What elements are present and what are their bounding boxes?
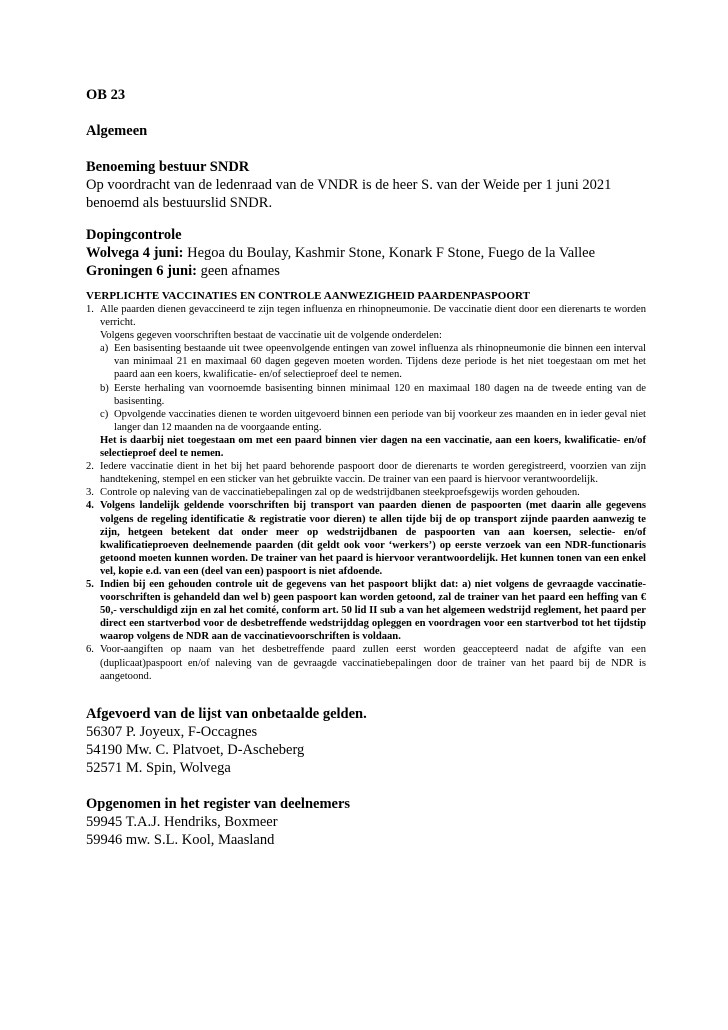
- sub-item: [100, 342, 646, 381]
- item-text: Alle paarden dienen gevaccineerd te zijn tegen influenza en rhinopneumonie. De vaccinatie dient door een dierenarts te worden verricht.: [100, 304, 646, 329]
- item-text: Volgens landelijk geldende voorschriften bij transport van paarden dienen de paspoorten (met daarin alle gegevens volgens de regeling identificatie & registratie voor dieren) te allen tijde bij de op transport zijnde paarden aanwezig te zijn, hetgeen betekent dat onder meer op wedstrijdbanen de paspoorten van aan koersen, selectie- en/of kwalificatieproeven deelnemende paarden (dit geldt ook voor ‘werkers’) op eerste verzoek van een NDR-functionaris getoond moeten kunnen worden. De trainer van het paard is hiervoor verantwoordelijk. Het kunnen tonen van een enkel vel, kopie e.d. van een (deel van een) paspoort is niet afdoende.: [100, 500, 646, 577]
- sub-item-letter: a): [100, 343, 109, 355]
- sub-item-letter: b): [100, 382, 109, 394]
- document-page: [86, 86, 646, 849]
- register-heading: Opgenomen in het register van deelnemers: [86, 795, 351, 812]
- sub-item-text: Een basisenting bestaande uit twee opeenvolgende entingen van zowel influenza als rhinopneumonie die binnen een interval van minimaal 21 en maximaal 60 dagen gegeven moeten worden. Tijdens deze periode is het niet toegestaan om met het paard aan een koers, kwalificatie- en/of selectieproef deel te nemen.: [114, 343, 646, 381]
- vaccination-title: VERPLICHTE VACCINATIES EN CONTROLE AANWEZIGHEID PAARDENPASPOORT: [86, 290, 530, 302]
- doping-row: [86, 262, 646, 280]
- item-text: Voor-aangiften op naam van het desbetreffende paard zullen eerst worden geaccepteerd nadat de afgifte van een (duplicaat)paspoort en/of naleving van de gevraagde vaccinatiebepalingen door de trainer van het paard bij de NDR is aangetoond.: [100, 644, 646, 682]
- item-number: 3.: [86, 487, 94, 499]
- sub-item: [100, 408, 646, 434]
- document-code: OB 23: [86, 87, 126, 103]
- item-text: Controle op naleving van de vaccinatiebepalingen zal op de wedstrijdbanen steekproefsgewijs worden gehouden.: [100, 487, 580, 499]
- section-heading: Algemeen: [86, 123, 148, 139]
- doping-horses: geen afnames: [196, 263, 280, 279]
- doping-location: Wolvega 4 juni:: [86, 245, 184, 261]
- item-text: Indien bij een gehouden controle uit de gegevens van het paspoort blijkt dat: a) niet volgens de gevraagde vaccinatie-voorschriften is gehandeld dan wel b) geen paspoort kan worden getoond, zal de trainer van het paard een heffing van € 50,- verschuldigd zijn en zal het comité, conform art. 50 lid II sub a van het algemeen wedstrijd reglement, het paard per direct een startverbod voor de desbetreffende wedstrijddag opleggen en voordragen voor een startverbod tot het tijdstip waarop volgens de NDR aan de vaccinatievoorschriften is voldaan.: [100, 578, 646, 643]
- doping-heading: Dopingcontrole: [86, 227, 182, 243]
- list-item: [86, 578, 646, 643]
- vaccination-section: [86, 290, 646, 683]
- sub-item-letter: c): [100, 408, 109, 420]
- item-number: 4.: [86, 500, 94, 512]
- item-number: 1.: [86, 304, 94, 315]
- sub-item: [100, 382, 646, 408]
- list-item: [86, 499, 646, 578]
- appointment-heading: Benoeming bestuur SNDR: [86, 159, 250, 175]
- item-intro: Volgens gegeven voorschriften bestaat de vaccinatie uit de volgende onderdelen:: [100, 330, 442, 342]
- list-item: [86, 460, 646, 486]
- register-row: 59946 mw. S.L. Kool, Maasland: [86, 831, 275, 848]
- item-number: 2.: [86, 461, 94, 473]
- unpaid-heading: Afgevoerd van de lijst van onbetaalde gelden.: [86, 705, 367, 722]
- vaccination-note: Het is daarbij niet toegestaan om met een paard binnen vier dagen na een vaccinatie, aan een koers, kwalificatie- en/of selectieproef deel te nemen.: [100, 434, 646, 460]
- list-item: [86, 303, 646, 460]
- unpaid-row: 52571 M. Spin, Wolvega: [86, 759, 231, 776]
- unpaid-row: 54190 Mw. C. Platvoet, D-Ascheberg: [86, 741, 305, 758]
- doping-location: Groningen 6 juni:: [86, 263, 197, 279]
- doping-row: [86, 244, 646, 262]
- list-item: [86, 643, 646, 682]
- vaccination-list: [86, 303, 646, 683]
- item-number: 6.: [86, 644, 94, 656]
- sub-item-text: Eerste herhaling van voornoemde basisenting binnen minimaal 120 en maximaal 180 dagen na de tweede enting van de basisenting.: [114, 382, 646, 407]
- item-text: Iedere vaccinatie dient in het bij het paard behorende paspoort door de dierenarts te worden geregistreerd, voorzien van zijn handtekening, stempel en een sticker van het gebruikte vaccin. De trainer van een paard is hiervoor verantwoordelijk.: [100, 461, 646, 486]
- sub-item-text: Opvolgende vaccinaties dienen te worden uitgevoerd binnen een periode van bij voorkeur zes maanden en in ieder geval niet langer dan 12 maanden na de voorgaande enting.: [114, 408, 646, 433]
- doping-horses: Hegoa du Boulay, Kashmir Stone, Konark F Stone, Fuego de la Vallee: [183, 245, 596, 261]
- item-number: 5.: [86, 578, 94, 590]
- appointment-text: Op voordracht van de ledenraad van de VNDR is de heer S. van der Weide per 1 juni 2021 benoemd als bestuurslid SNDR.: [86, 177, 612, 211]
- register-row: 59945 T.A.J. Hendriks, Boxmeer: [86, 813, 278, 830]
- unpaid-row: 56307 P. Joyeux, F-Occagnes: [86, 723, 258, 740]
- list-item: [86, 486, 646, 499]
